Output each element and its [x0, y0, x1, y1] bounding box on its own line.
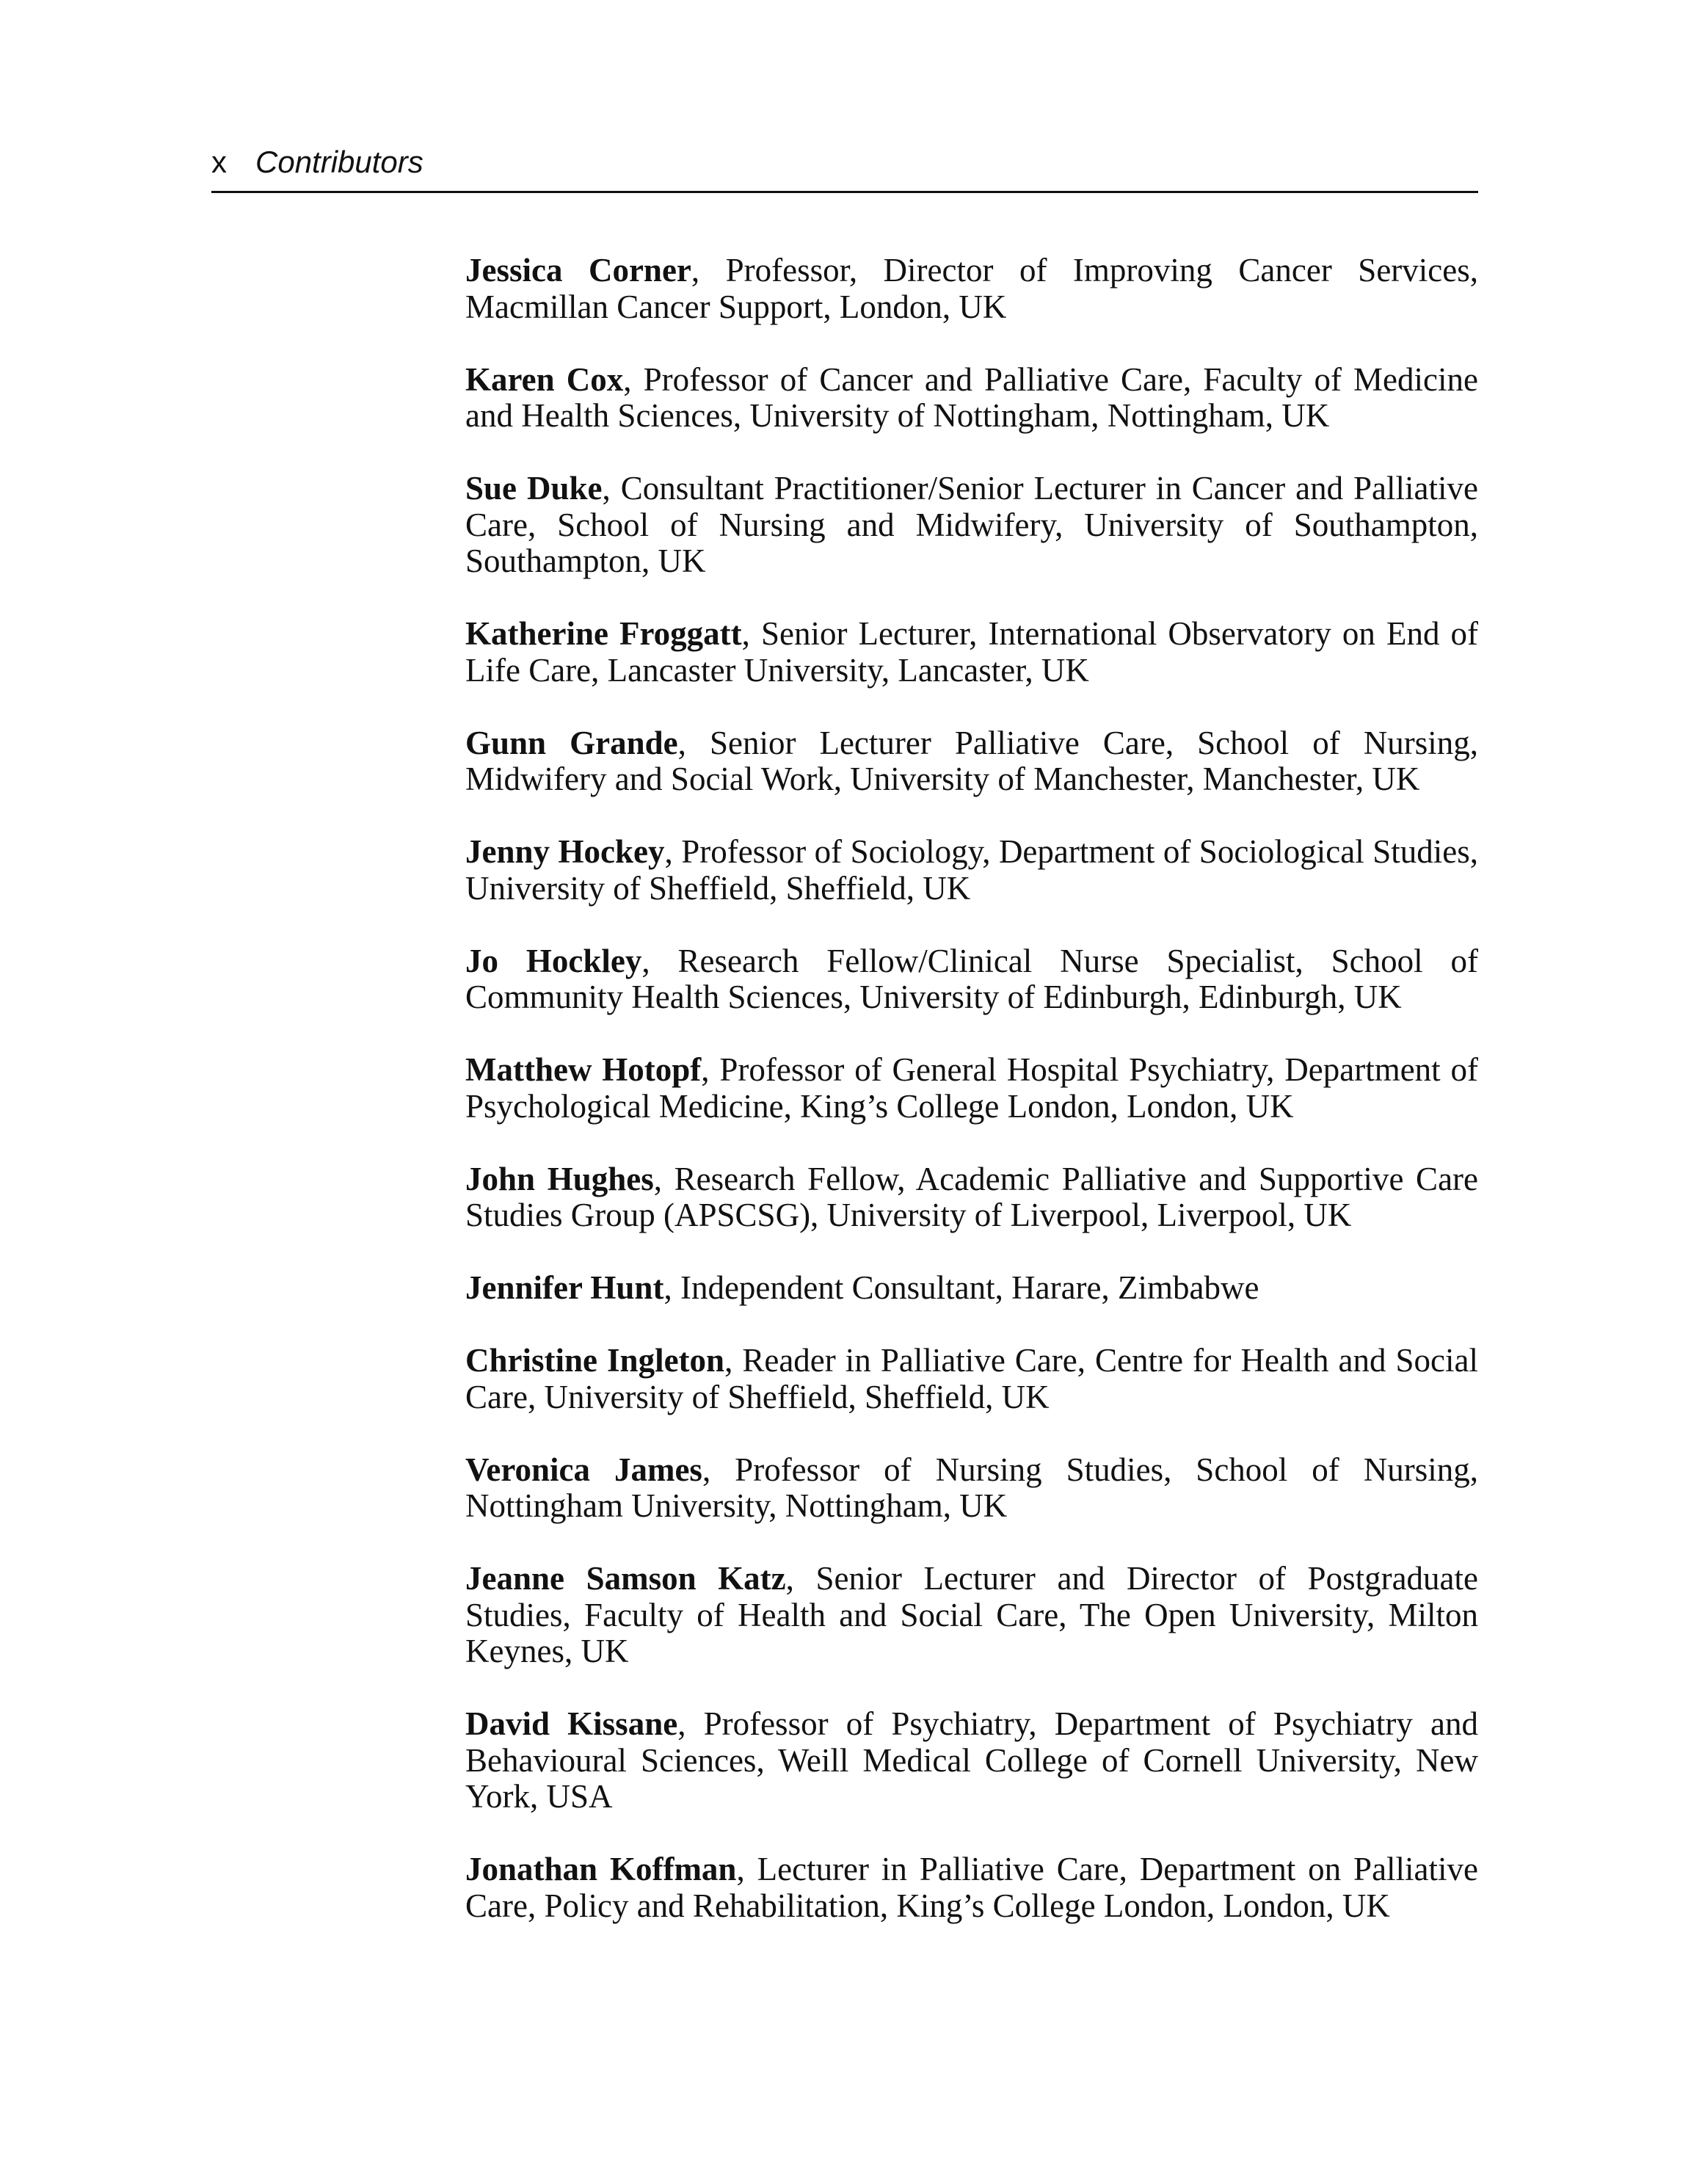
contributor-details: , Professor of Psychiatry, Department of Psychiatry and Behavioural Sciences, Weill Medical College of Cornell University, New York, USA	[465, 1705, 1478, 1815]
contributor-name: Christine Ingleton	[465, 1342, 725, 1379]
contributor-details: , Lecturer in Palliative Care, Department on Palliative Care, Policy and Rehabilitation, King’s College London, London, UK	[465, 1851, 1478, 1924]
contributor-entry	[465, 1052, 1478, 1125]
contributor-entry	[465, 471, 1478, 580]
contributor-details: , Professor of Sociology, Department of Sociological Studies, University of Sheffield, Sheffield, UK	[465, 833, 1478, 907]
contributor-details: , Independent Consultant, Harare, Zimbabwe	[663, 1269, 1259, 1306]
contributor-name: Jonathan Koffman	[465, 1851, 737, 1887]
contributor-entry	[465, 1161, 1478, 1234]
contributor-details: , Professor, Director of Improving Cancer Services, Macmillan Cancer Support, London, UK	[465, 252, 1478, 325]
contributor-name: John Hughes	[465, 1160, 654, 1197]
contributor-name: Jennifer Hunt	[465, 1269, 664, 1306]
contributor-details: , Research Fellow/Clinical Nurse Specialist, School of Community Health Sciences, University of Edinburgh, Edinburgh, UK	[465, 942, 1478, 1015]
contributor-name: Jessica Corner	[465, 252, 691, 289]
contributor-entry	[465, 1343, 1478, 1415]
header-rule	[211, 191, 1478, 193]
contributor-entry	[465, 834, 1478, 907]
section-title: Contributors	[255, 145, 423, 179]
contributor-name: Sue Duke	[465, 470, 603, 507]
contributor-details: , Research Fellow, Academic Palliative and Supportive Care Studies Group (APSCSG), University of Liverpool, Liverpool, UK	[465, 1160, 1478, 1233]
contributor-name: Karen Cox	[465, 360, 624, 398]
contributor-details: , Senior Lecturer, International Observatory on End of Life Care, Lancaster University, Lancaster, UK	[465, 615, 1478, 689]
contributor-entry	[465, 1706, 1478, 1815]
contributor-name: Jenny Hockey	[465, 833, 665, 870]
contributor-details: , Professor of Nursing Studies, School of Nursing, Nottingham University, Nottingham, UK	[465, 1451, 1478, 1524]
contributor-details: , Consultant Practitioner/Senior Lecturer in Cancer and Palliative Care, School of Nursing and Midwifery, University of Southampton, Southampton, UK	[465, 470, 1478, 579]
contributor-details: , Senior Lecturer Palliative Care, School of Nursing, Midwifery and Social Work, University of Manchester, Manchester, UK	[465, 724, 1478, 797]
contributor-name: Gunn Grande	[465, 724, 678, 761]
contributor-name: Matthew Hotopf	[465, 1051, 702, 1088]
contributor-details: , Senior Lecturer and Director of Postgraduate Studies, Faculty of Health and Social Care, The Open University, Milton Keynes, UK	[465, 1560, 1478, 1669]
contributor-list	[465, 253, 1478, 1961]
page-number: x	[211, 145, 227, 179]
contributor-name: Jeanne Samson Katz	[465, 1560, 786, 1597]
contributor-entry	[465, 943, 1478, 1016]
contributor-entry	[465, 616, 1478, 689]
contributor-name: Katherine Froggatt	[465, 615, 742, 652]
contributor-entry	[465, 725, 1478, 798]
contributor-name: Jo Hockley	[465, 942, 642, 979]
contributor-details: , Professor of General Hospital Psychiatry, Department of Psychological Medicine, King’s College London, London, UK	[465, 1051, 1478, 1125]
contributor-details: , Professor of Cancer and Palliative Care, Faculty of Medicine and Health Sciences, University of Nottingham, Nottingham, UK	[465, 360, 1478, 434]
contributor-details: , Reader in Palliative Care, Centre for Health and Social Care, University of Sheffield, Sheffield, UK	[465, 1342, 1478, 1415]
contributor-entry	[465, 362, 1478, 435]
contributor-entry	[465, 1452, 1478, 1525]
contributor-name: Veronica James	[465, 1451, 702, 1488]
contributor-entry	[465, 1561, 1478, 1670]
contributor-name: David Kissane	[465, 1705, 678, 1742]
running-head	[211, 144, 423, 181]
contributor-entry	[465, 1851, 1478, 1924]
contributor-entry	[465, 253, 1478, 325]
contributor-entry	[465, 1270, 1478, 1307]
